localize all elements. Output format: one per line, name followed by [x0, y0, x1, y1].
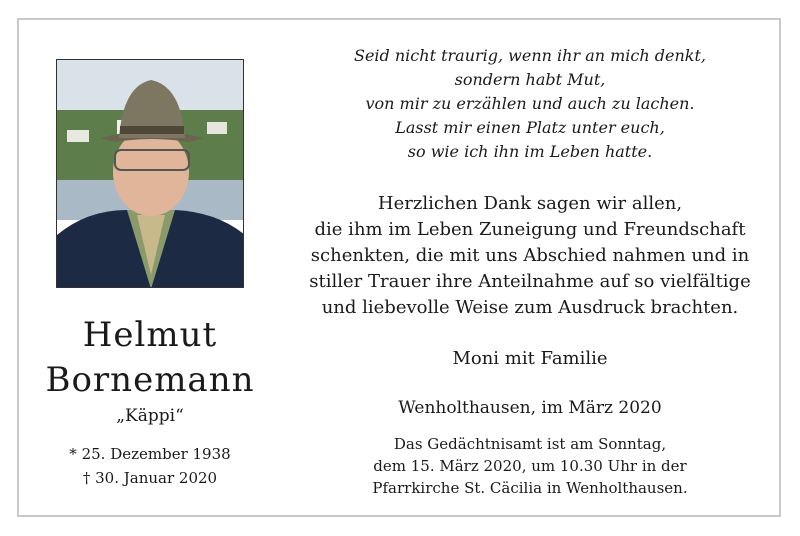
poem-line: Seid nicht traurig, wenn ihr an mich denkt, — [354, 46, 706, 65]
poem-line: so wie ich ihn im Leben hatte. — [407, 142, 653, 161]
poem-quote — [300, 44, 760, 164]
thanks-line: schenkten, die mit uns Abschied nahmen und in — [310, 245, 750, 266]
thanks-line: die ihm im Leben Zuneigung und Freundschaft — [314, 219, 746, 240]
birth-date: * 25. Dezember 1938 — [69, 445, 231, 463]
memorial-service-info — [300, 433, 760, 499]
poem-line: Lasst mir einen Platz unter euch, — [395, 118, 665, 137]
poem-line: von mir zu erzählen und auch zu lachen. — [365, 94, 695, 113]
service-line: Das Gedächtnisamt ist am Sonntag, — [393, 435, 667, 453]
life-dates — [40, 442, 260, 490]
thank-you-text — [285, 191, 775, 321]
place-date: Wenholthausen, im März 2020 — [398, 398, 662, 418]
death-date: † 30. Januar 2020 — [82, 469, 218, 487]
service-line: dem 15. März 2020, um 10.30 Uhr in der — [373, 457, 687, 475]
thanks-line: und liebevolle Weise zum Ausdruck brachten. — [321, 297, 739, 318]
poem-line: sondern habt Mut, — [454, 70, 606, 89]
portrait-photo — [56, 59, 244, 288]
thanks-line: Herzlichen Dank sagen wir allen, — [377, 193, 683, 214]
deceased-nickname: „Käppi“ — [116, 406, 184, 426]
deceased-last-name: Bornemann — [45, 360, 255, 400]
thanks-line: stiller Trauer ihre Anteilnahme auf so vielfältige — [309, 271, 751, 292]
deceased-first-name: Helmut — [82, 315, 218, 355]
service-line: Pfarrkirche St. Cäcilia in Wenholthausen. — [372, 479, 688, 497]
family-signature: Moni mit Familie — [452, 348, 608, 369]
